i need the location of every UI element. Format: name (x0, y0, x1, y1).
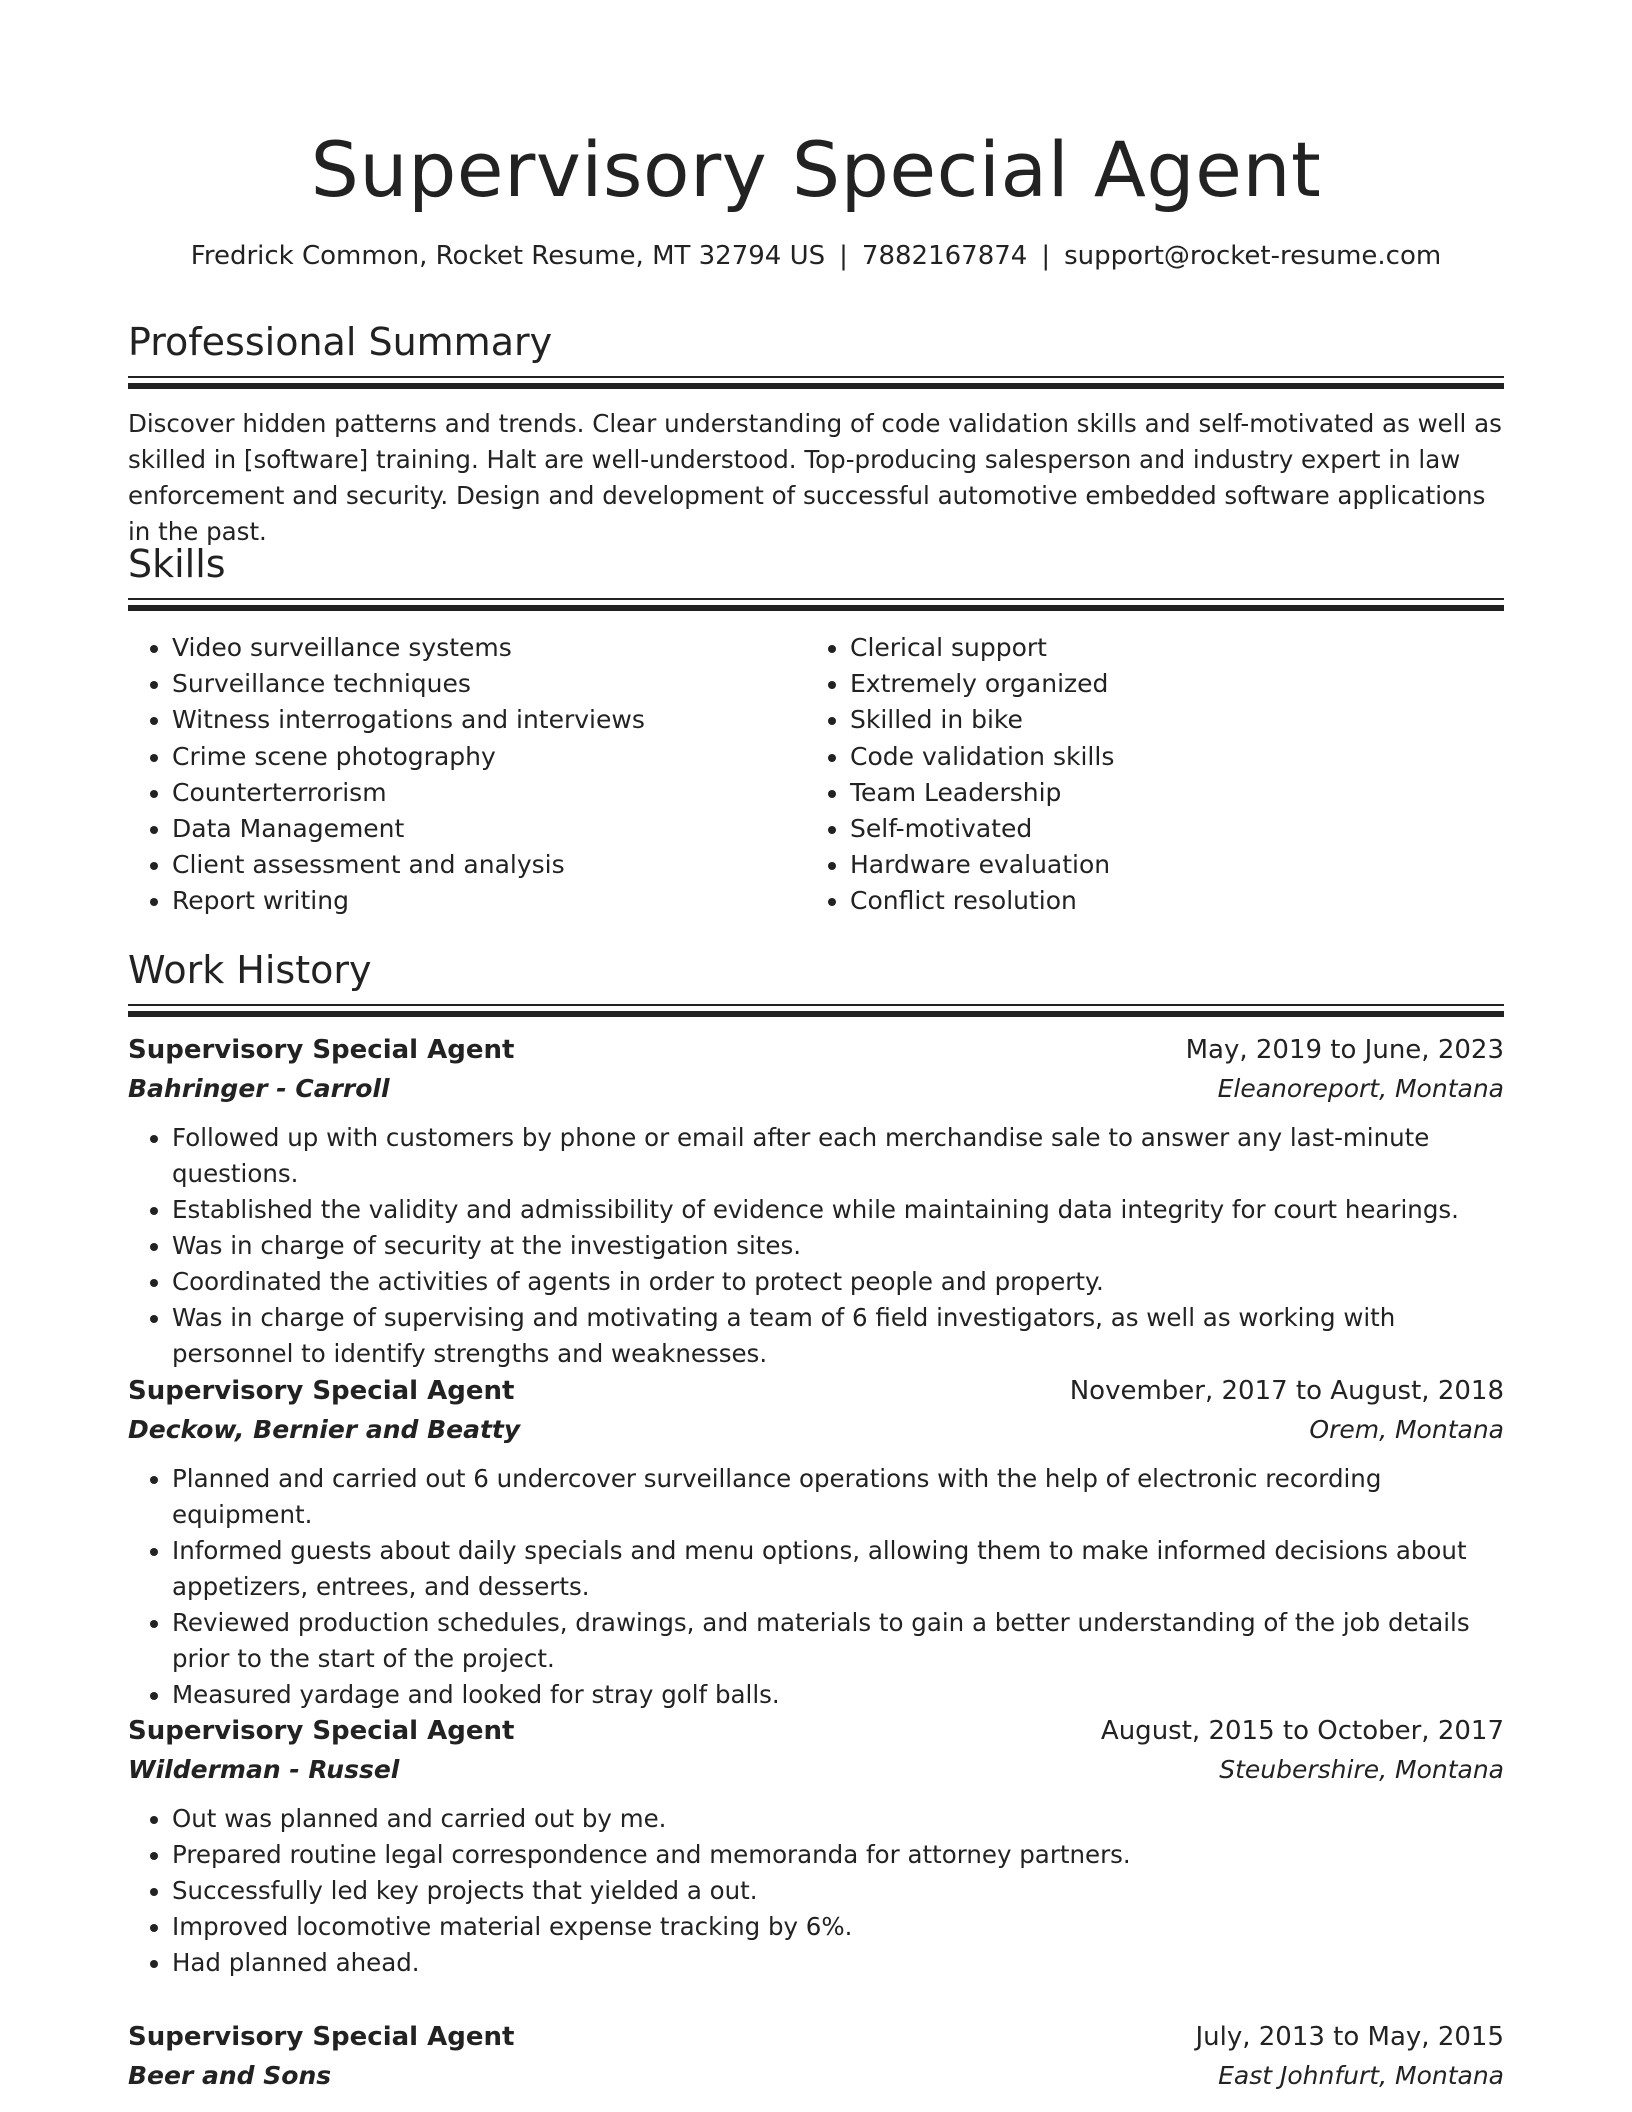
job-bullet: • Out was planned and carried out by me. (172, 1801, 1504, 1837)
contact-separator: | (839, 241, 848, 271)
skill-item: • Conflict resolution (850, 883, 1484, 919)
job-entry (128, 2017, 1504, 2095)
contact-separator: | (1041, 241, 1051, 271)
job-company: Bahringer - Carroll (128, 1074, 390, 1103)
job-title: Supervisory Special Agent (128, 1035, 515, 1065)
skill-item: • Extremely organized (850, 666, 1484, 702)
section-divider-thin (128, 598, 1504, 600)
job-location: Eleanoreport, Montana (1217, 1074, 1504, 1103)
skill-item: • Code validation skills (850, 739, 1484, 775)
job-bullet: • Established the validity and admissibility of evidence while maintaining data integrity for court hearings. (172, 1192, 1504, 1228)
job-entry (128, 1030, 1504, 1372)
skill-item: • Data Management (172, 811, 806, 847)
job-title-row (128, 1371, 1504, 1411)
job-bullets (128, 1461, 1504, 1713)
section-divider-thin (128, 1004, 1504, 1006)
skill-item: • Team Leadership (850, 775, 1484, 811)
summary-section-header (128, 318, 1504, 366)
skills-list-right (806, 630, 1484, 920)
job-title: Supervisory Special Agent (128, 1376, 515, 1406)
skills-list-left (128, 630, 806, 920)
job-title-row (128, 1030, 1504, 1070)
job-bullet: • Had planned ahead. (172, 1945, 1504, 1981)
skill-item: • Witness interrogations and interviews (172, 702, 806, 738)
job-bullet: • Was in charge of security at the investigation sites. (172, 1228, 1504, 1264)
job-entry (128, 1371, 1504, 1713)
job-bullet: • Reviewed production schedules, drawings, and materials to gain a better understanding of the job details prior to the start of the project. (172, 1605, 1504, 1677)
job-title: Supervisory Special Agent (128, 2022, 515, 2052)
summary-heading: Professional Summary (128, 320, 553, 364)
job-company-row (128, 1411, 1504, 1449)
job-bullet: • Planned and carried out 6 undercover surveillance operations with the help of electronic recording equipment. (172, 1461, 1504, 1533)
contact-phone: 7882167874 (861, 241, 1028, 271)
job-title-row (128, 2017, 1504, 2057)
skill-item: • Clerical support (850, 630, 1484, 666)
job-bullet: • Measured yardage and looked for stray golf balls. (172, 1677, 1504, 1713)
job-company-row (128, 1070, 1504, 1108)
work-heading: Work History (128, 948, 372, 992)
contact-line (128, 238, 1504, 274)
skill-item: • Self-motivated (850, 811, 1484, 847)
job-bullet: • Informed guests about daily specials and menu options, allowing them to make informed decisions about appetizers, entrees, and desserts. (172, 1533, 1504, 1605)
skills-section-header (128, 540, 1504, 588)
skill-item: • Counterterrorism (172, 775, 806, 811)
job-dates: July, 2013 to May, 2015 (1195, 2022, 1504, 2052)
skills-heading: Skills (128, 542, 226, 586)
job-location: East Johnfurt, Montana (1218, 2061, 1504, 2090)
job-bullet: • Was in charge of supervising and motivating a team of 6 field investigators, as well as working with personnel to identify strengths and weaknesses. (172, 1300, 1504, 1372)
section-divider-thick (128, 1011, 1504, 1017)
skill-item: • Crime scene photography (172, 739, 806, 775)
job-bullets (128, 1801, 1504, 1981)
job-company: Deckow, Bernier and Beatty (128, 1415, 521, 1444)
job-company: Wilderman - Russel (128, 1755, 400, 1784)
job-bullet: • Successfully led key projects that yielded a out. (172, 1873, 1504, 1909)
job-dates: August, 2015 to October, 2017 (1100, 1716, 1504, 1746)
job-bullet: • Coordinated the activities of agents in order to protect people and property. (172, 1264, 1504, 1300)
job-title: Supervisory Special Agent (128, 1716, 515, 1746)
job-location: Steubershire, Montana (1219, 1755, 1504, 1784)
skills-columns (128, 630, 1504, 920)
job-bullets (128, 1120, 1504, 1372)
job-company: Beer and Sons (128, 2061, 332, 2090)
resume-title: Supervisory Special Agent (310, 125, 1322, 214)
skill-item: • Client assessment and analysis (172, 847, 806, 883)
job-title-row (128, 1711, 1504, 1751)
contact-email: support@rocket-resume.com (1064, 241, 1442, 271)
job-company-row (128, 2057, 1504, 2095)
skill-item: • Report writing (172, 883, 806, 919)
skill-item: • Video surveillance systems (172, 630, 806, 666)
skill-item: • Skilled in bike (850, 702, 1484, 738)
section-divider-thick (128, 605, 1504, 611)
job-entry (128, 1711, 1504, 1981)
job-dates: November, 2017 to August, 2018 (1069, 1376, 1504, 1406)
section-divider-thick (128, 383, 1504, 389)
section-divider-thin (128, 376, 1504, 378)
job-bullet: • Followed up with customers by phone or email after each merchandise sale to answer any last-minute questions. (172, 1120, 1504, 1192)
job-bullet: • Improved locomotive material expense tracking by 6%. (172, 1909, 1504, 1945)
skill-item: • Hardware evaluation (850, 847, 1484, 883)
job-location: Orem, Montana (1309, 1415, 1504, 1444)
work-section-header (128, 946, 1504, 994)
job-company-row (128, 1751, 1504, 1789)
summary-text: Discover hidden patterns and trends. Clear understanding of code validation skills and self-motivated as well as skilled in [software] training. Halt are well-understood. Top-producing salesperson and industry expert in law enforcement and security. Design and development of successful automotive embedded software applications in the past. (128, 409, 1502, 546)
job-bullet: • Prepared routine legal correspondence and memoranda for attorney partners. (172, 1837, 1504, 1873)
skill-item: • Surveillance techniques (172, 666, 806, 702)
job-dates: May, 2019 to June, 2023 (1185, 1035, 1504, 1065)
contact-address: Fredrick Common, Rocket Resume, MT 32794 US (190, 241, 826, 271)
